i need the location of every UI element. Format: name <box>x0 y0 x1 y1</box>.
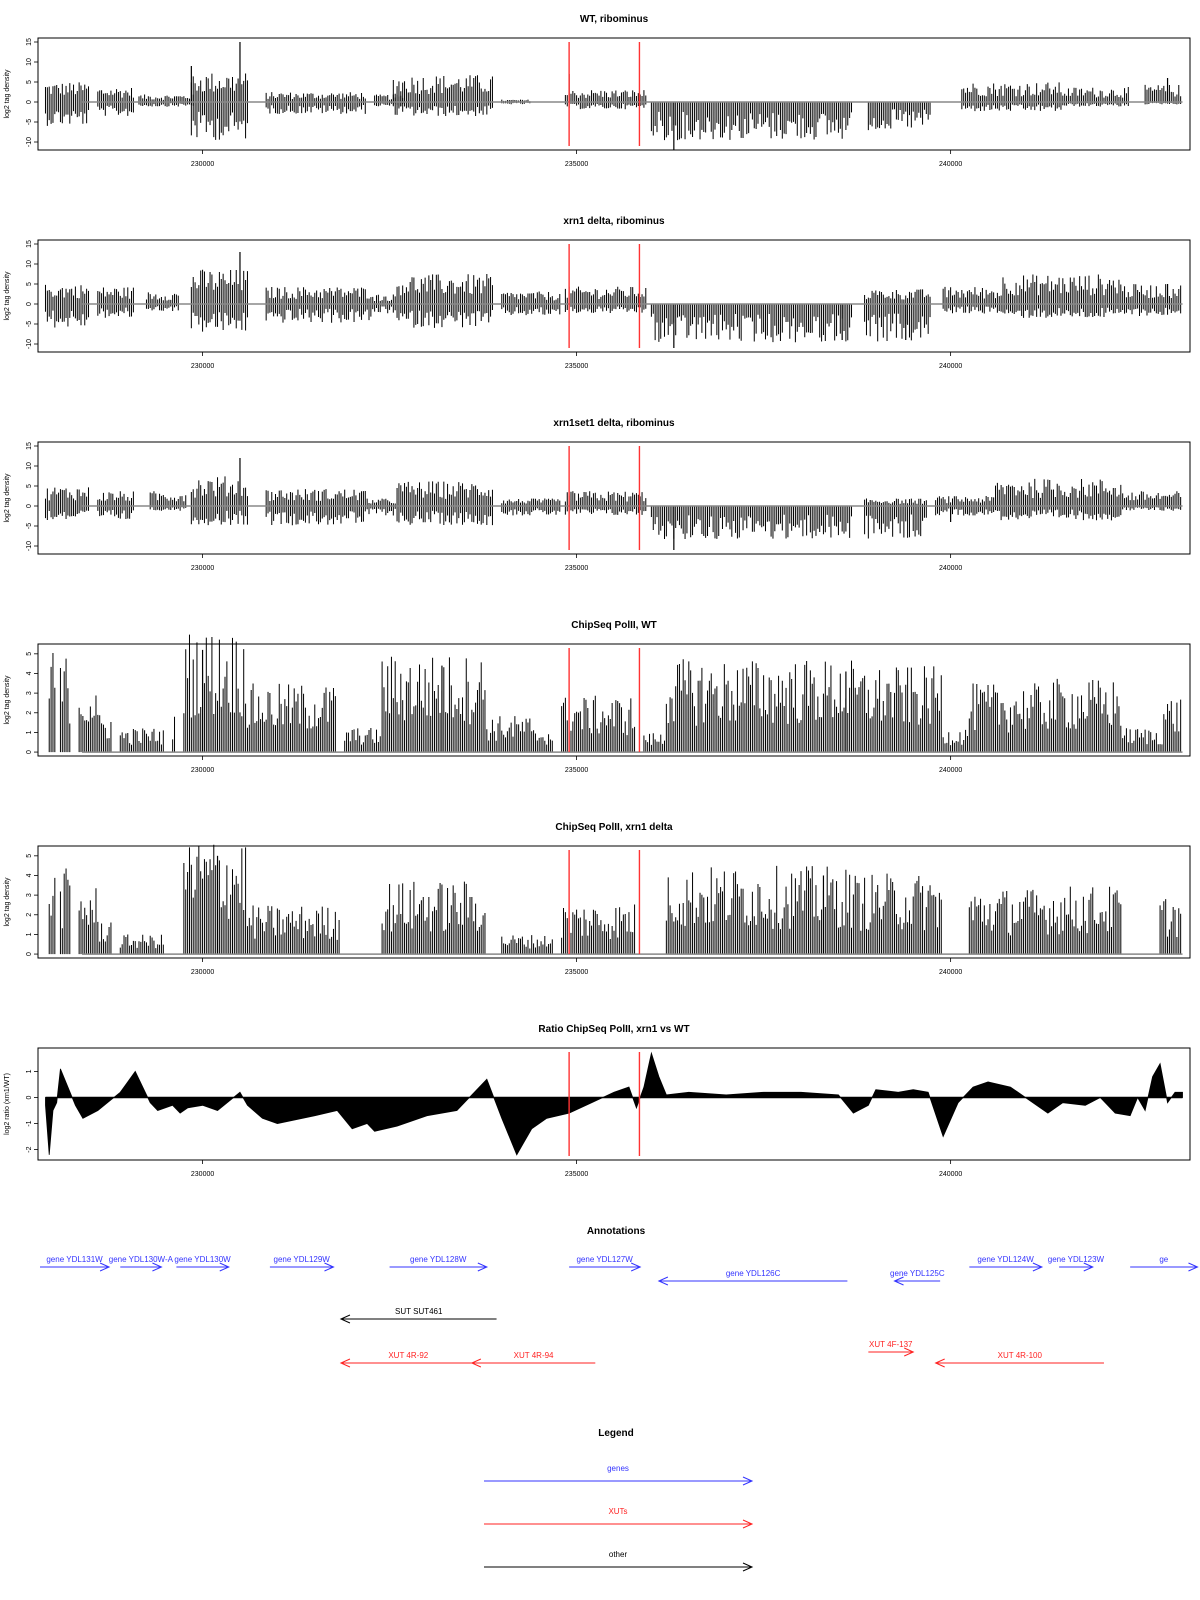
x-tick-label: 230000 <box>190 969 215 976</box>
signal-block-9 <box>565 90 645 109</box>
signal-block-12 <box>943 287 1001 314</box>
y-tick-label: 5 <box>26 853 33 858</box>
signal-block-21 <box>1164 700 1181 752</box>
y-tick-label: 10 <box>26 58 33 66</box>
x-tick-label: 235000 <box>564 969 589 976</box>
data-layer <box>45 1053 1182 1155</box>
chart-panel-2 <box>4 216 1190 370</box>
y-tick-label: -10 <box>26 540 33 552</box>
signal-block-13 <box>996 479 1121 520</box>
y-tick-label: 4 <box>26 671 33 676</box>
x-tick-label: 230000 <box>190 767 215 774</box>
y-axis <box>26 652 38 754</box>
signal-block-3 <box>146 292 178 311</box>
signal-block-9 <box>565 287 645 313</box>
signal-block-16 <box>853 666 941 752</box>
x-tick-label: 235000 <box>564 767 589 774</box>
signal-block-15 <box>666 659 851 752</box>
y-axis <box>26 854 38 956</box>
legend-item-genes <box>484 1464 752 1485</box>
signal-block-7 <box>184 635 246 752</box>
legend-label: XUTs <box>608 1507 628 1516</box>
y-tick-label: 5 <box>26 484 33 488</box>
x-axis <box>191 958 963 976</box>
signal-block-5 <box>266 287 373 323</box>
chart-panel-5 <box>4 822 1190 976</box>
annotation-feature-16 <box>936 1351 1104 1367</box>
signal-block-13 <box>1063 87 1128 107</box>
x-tick-label: 240000 <box>938 767 963 774</box>
x-tick-label: 235000 <box>564 363 589 370</box>
x-tick-label: 240000 <box>938 363 963 370</box>
y-tick-label: -5 <box>26 118 33 126</box>
x-tick-label: 230000 <box>190 565 215 572</box>
signal-block-11 <box>868 102 930 130</box>
annotation-label: gene YDL129W <box>273 1255 330 1264</box>
signal-block-4 <box>191 73 247 139</box>
annotation-feature-4 <box>270 1255 334 1271</box>
data-layer <box>45 42 1182 150</box>
signal-block-7 <box>397 481 492 525</box>
chart-title: ChipSeq PolII, xrn1 delta <box>555 822 673 833</box>
signal-block-2 <box>98 287 134 317</box>
x-tick-label: 235000 <box>564 565 589 572</box>
signal-block-1 <box>49 878 55 954</box>
signal-block-11 <box>487 716 530 752</box>
chart-title: Ratio ChipSeq PolII, xrn1 vs WT <box>538 1024 690 1035</box>
signal-block-10 <box>651 102 851 140</box>
signal-block-14 <box>1123 491 1181 510</box>
y-tick-label: -2 <box>26 1146 33 1153</box>
y-tick-label: 0 <box>26 750 33 755</box>
y-tick-label: 10 <box>26 462 33 470</box>
annotation-label: XUT 4F-137 <box>869 1340 913 1349</box>
chart-title: WT, ribominus <box>579 14 649 25</box>
y-tick-label: -10 <box>26 136 33 148</box>
legend-item-xuts <box>484 1507 752 1528</box>
y-tick-label: -10 <box>26 338 33 350</box>
signal-block-4 <box>191 270 247 332</box>
signal-block-12 <box>532 730 553 752</box>
data-layer <box>49 635 1182 752</box>
chart-title: ChipSeq PolII, WT <box>571 620 657 631</box>
ratio-area <box>45 1053 1182 1155</box>
y-tick-label: 1 <box>26 1069 33 1074</box>
signal-block-10 <box>382 657 485 752</box>
signal-block-4 <box>191 476 247 525</box>
annotation-feature-15 <box>868 1340 913 1356</box>
signal-block-12 <box>962 82 1061 111</box>
y-tick-label: 5 <box>26 80 33 84</box>
y-tick-label: 0 <box>26 100 33 104</box>
y-axis <box>26 38 38 147</box>
y-axis <box>26 240 38 349</box>
data-layer <box>45 252 1182 348</box>
annotation-label: XUT 4R-92 <box>388 1351 429 1360</box>
chart-title: xrn1set1 delta, ribominus <box>553 418 675 429</box>
signal-block-1 <box>45 487 88 520</box>
y-tick-label: 3 <box>26 691 33 696</box>
annotation-feature-6 <box>569 1255 640 1271</box>
annotation-label: XUT 4R-100 <box>997 1351 1042 1360</box>
y-tick-label: 15 <box>26 240 33 248</box>
annotations-panel <box>40 1226 1197 1367</box>
signal-block-9 <box>502 935 552 954</box>
signal-block-9 <box>345 728 381 752</box>
x-axis <box>191 1160 963 1178</box>
signal-block-8 <box>247 683 335 752</box>
x-tick-label: 230000 <box>190 1171 215 1178</box>
annotation-feature-3 <box>174 1255 231 1271</box>
y-axis-label: log2 ratio (xrn1/WT) <box>4 1073 11 1135</box>
annotation-feature-8 <box>890 1269 945 1285</box>
annotation-feature-9 <box>969 1255 1042 1271</box>
x-tick-label: 235000 <box>564 1171 589 1178</box>
signal-block-13 <box>1003 274 1121 317</box>
y-tick-label: 1 <box>26 932 33 937</box>
chart-panel-3 <box>4 418 1190 572</box>
annotation-label: gene YDL124W <box>977 1255 1034 1264</box>
y-axis-label: log2 tag density <box>4 675 11 725</box>
signal-block-6 <box>367 499 395 516</box>
signal-block-3 <box>150 491 186 511</box>
x-axis <box>191 756 963 774</box>
x-axis <box>191 150 963 168</box>
x-tick-label: 230000 <box>190 363 215 370</box>
signal-block-5 <box>266 489 365 525</box>
y-tick-label: 5 <box>26 282 33 286</box>
signal-block-7 <box>247 906 339 955</box>
signal-block-1 <box>49 653 55 752</box>
chart-panel-1 <box>4 14 1190 168</box>
legend-label: other <box>608 1550 628 1559</box>
signal-block-14 <box>644 733 665 752</box>
signal-block-19 <box>1048 679 1121 752</box>
legend-title: Legend <box>598 1428 634 1439</box>
x-axis <box>191 352 963 370</box>
y-axis-label: log2 tag density <box>4 69 11 119</box>
y-tick-label: 5 <box>26 651 33 656</box>
legend-label: genes <box>607 1464 629 1473</box>
y-tick-label: -1 <box>26 1120 33 1127</box>
legend <box>484 1428 752 1571</box>
signal-block-9 <box>565 491 645 515</box>
y-axis <box>26 442 38 551</box>
x-tick-label: 240000 <box>938 1171 963 1178</box>
annotation-label: ge <box>1159 1255 1169 1264</box>
y-tick-label: 10 <box>26 260 33 268</box>
y-tick-label: 0 <box>26 504 33 508</box>
annotation-feature-11 <box>1130 1255 1197 1271</box>
y-axis <box>26 1069 38 1152</box>
signal-block-7 <box>393 75 492 116</box>
signal-block-7 <box>397 274 492 328</box>
signal-block-6 <box>173 717 175 752</box>
signal-block-4 <box>98 922 111 954</box>
signal-block-10 <box>651 304 851 342</box>
y-tick-label: 15 <box>26 442 33 450</box>
signal-block-13 <box>562 696 635 752</box>
signal-block-5 <box>266 92 365 114</box>
legend-item-other <box>484 1550 752 1571</box>
y-tick-label: 0 <box>26 952 33 957</box>
signal-block-2 <box>60 868 69 954</box>
annotations-title: Annotations <box>586 1226 646 1237</box>
signal-block-6 <box>184 845 246 954</box>
y-axis-label: log2 tag density <box>4 473 11 523</box>
annotation-label: gene YDL130W <box>174 1255 231 1264</box>
y-tick-label: -5 <box>26 320 33 328</box>
signal-block-14 <box>1123 284 1181 316</box>
signal-block-1 <box>45 285 88 328</box>
annotation-feature-2 <box>109 1255 174 1271</box>
x-tick-label: 235000 <box>564 161 589 168</box>
chart-panel-6 <box>4 1024 1190 1178</box>
y-axis-label: log2 tag density <box>4 877 11 927</box>
signal-block-3 <box>79 695 96 752</box>
annotation-label: XUT 4R-94 <box>513 1351 554 1360</box>
annotation-label: gene YDL127W <box>576 1255 633 1264</box>
signal-block-4 <box>98 715 111 752</box>
signal-block-15 <box>1160 899 1181 954</box>
y-tick-label: -5 <box>26 522 33 530</box>
y-tick-label: 15 <box>26 38 33 46</box>
annotation-feature-12 <box>341 1307 497 1323</box>
signal-block-5 <box>120 728 163 752</box>
x-tick-label: 240000 <box>938 969 963 976</box>
annotation-label: gene YDL126C <box>725 1269 781 1278</box>
y-tick-label: 0 <box>26 1095 33 1100</box>
signal-block-5 <box>120 934 163 954</box>
signal-block-11 <box>865 289 930 341</box>
y-tick-label: 2 <box>26 710 33 715</box>
data-layer <box>45 458 1182 550</box>
signal-block-2 <box>98 491 134 519</box>
signal-block-1 <box>45 82 88 126</box>
annotation-feature-5 <box>390 1255 487 1271</box>
annotation-label: gene YDL125C <box>890 1269 945 1278</box>
y-tick-label: 2 <box>26 912 33 917</box>
signal-block-20 <box>1123 728 1162 752</box>
signal-block-8 <box>382 882 485 954</box>
annotation-feature-10 <box>1048 1255 1105 1271</box>
x-tick-label: 230000 <box>190 161 215 168</box>
data-layer <box>49 845 1182 954</box>
x-tick-label: 240000 <box>938 565 963 572</box>
annotation-label: gene YDL130W-A <box>108 1255 173 1264</box>
y-tick-label: 3 <box>26 893 33 898</box>
signal-block-13 <box>969 890 1046 954</box>
signal-block-3 <box>79 888 96 954</box>
signal-block-10 <box>562 905 635 955</box>
signal-block-11 <box>865 499 927 539</box>
signal-block-18 <box>969 683 1046 752</box>
signal-block-10 <box>651 506 851 539</box>
signal-block-14 <box>1048 887 1121 954</box>
chart-panel-4 <box>4 620 1190 774</box>
annotation-feature-14 <box>472 1351 595 1367</box>
annotation-feature-1 <box>40 1255 109 1271</box>
y-axis-label: log2 tag density <box>4 271 11 321</box>
signal-block-2 <box>60 659 69 752</box>
annotation-label: gene YDL131W <box>46 1255 103 1264</box>
signal-block-8 <box>502 499 560 516</box>
x-axis <box>191 554 963 572</box>
annotation-feature-13 <box>341 1351 476 1367</box>
annotation-label: gene YDL123W <box>1047 1255 1105 1264</box>
chart-title: xrn1 delta, ribominus <box>563 216 665 227</box>
signal-block-12 <box>853 874 941 955</box>
x-tick-label: 240000 <box>938 161 963 168</box>
y-tick-label: 0 <box>26 302 33 306</box>
annotation-feature-7 <box>659 1269 848 1285</box>
y-tick-label: 4 <box>26 873 33 878</box>
signal-block-17 <box>943 730 967 752</box>
annotation-label: gene YDL128W <box>410 1255 467 1264</box>
signal-block-3 <box>139 95 193 107</box>
y-tick-label: 1 <box>26 730 33 735</box>
annotation-label: SUT SUT461 <box>395 1307 443 1316</box>
